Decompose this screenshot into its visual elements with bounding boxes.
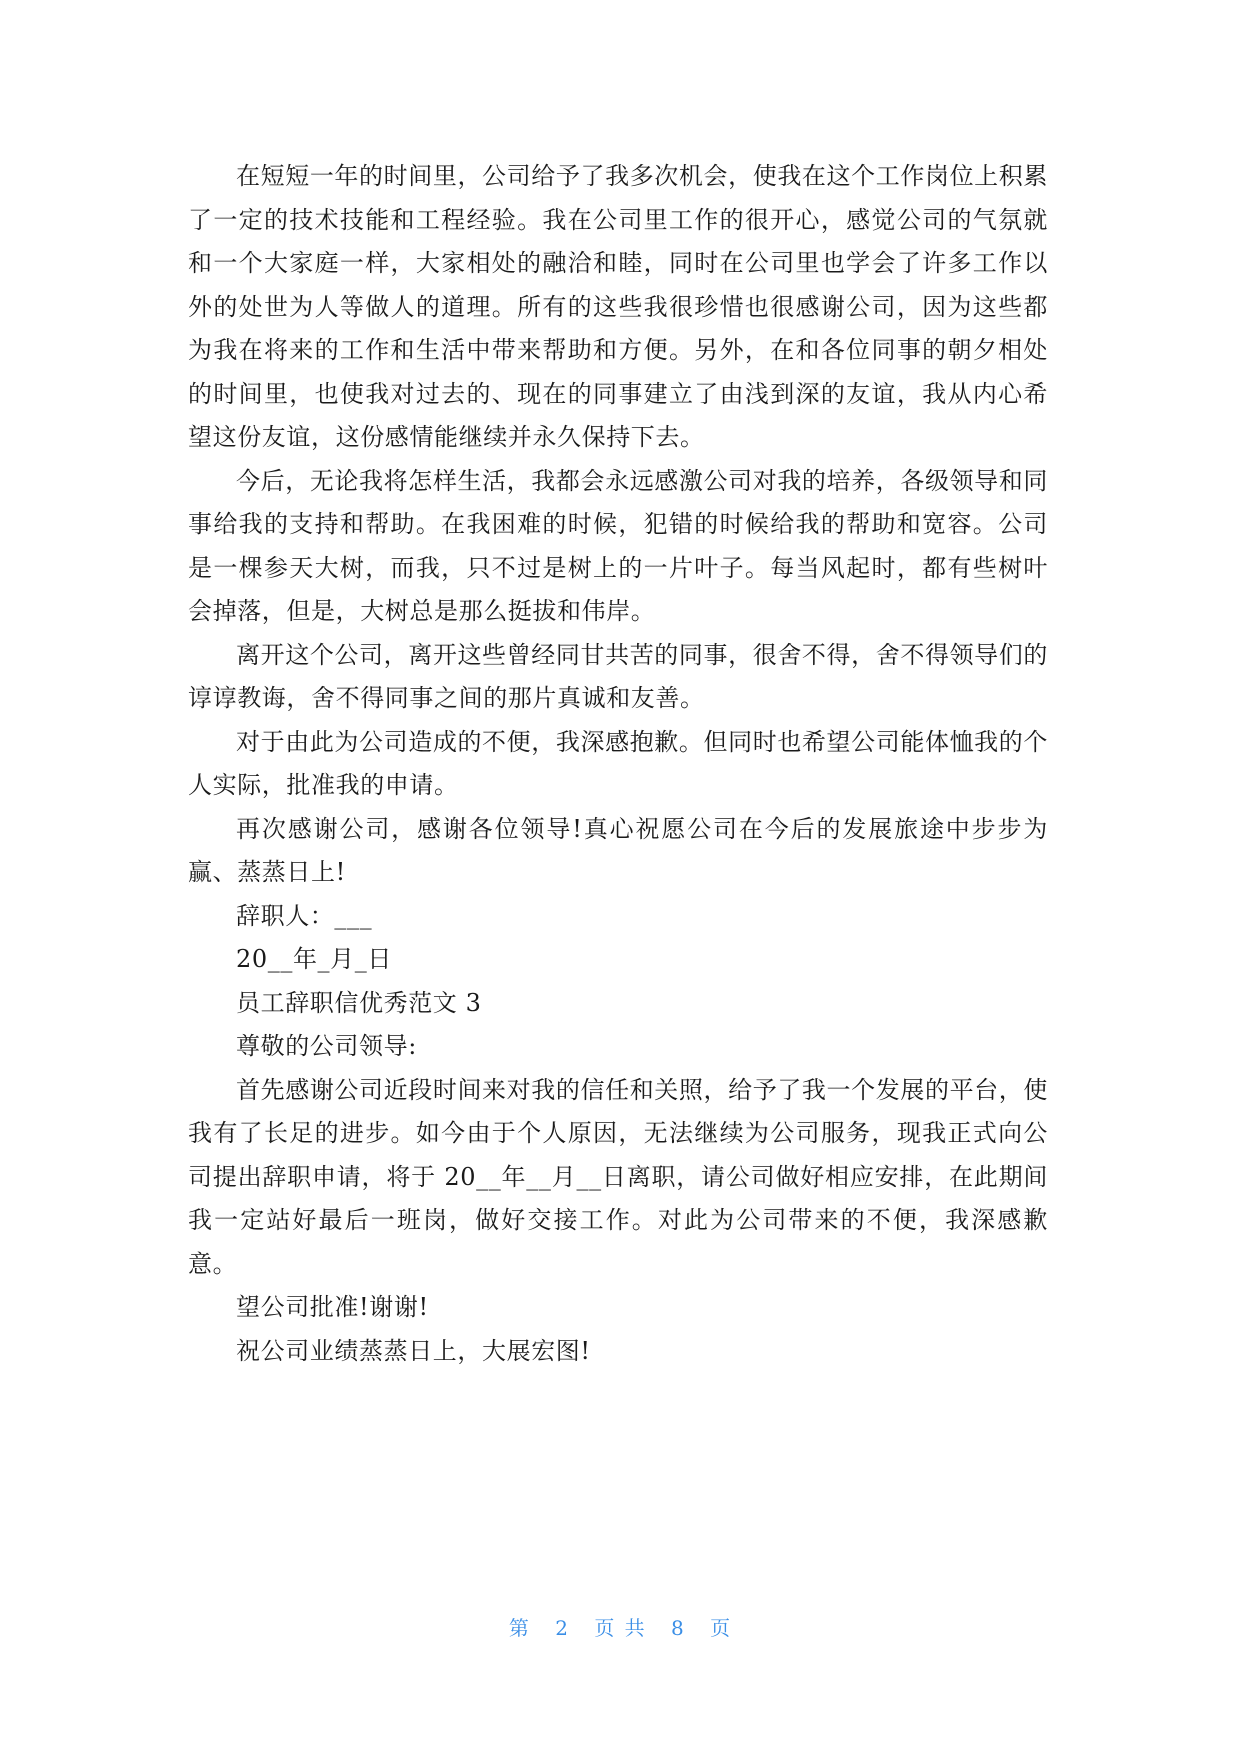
- footer-suffix: 页: [710, 1616, 733, 1640]
- signature-line: 辞职人：___: [236, 901, 373, 930]
- footer-current-page: 2: [555, 1616, 570, 1640]
- body-paragraph: 对于由此为公司造成的不便，我深感抱歉。但同时也希望公司能体恤我的个人实际，批准我的申请。: [188, 727, 1048, 799]
- document-body: [188, 155, 1048, 1373]
- closing-line: 望公司批准!谢谢!: [236, 1293, 429, 1321]
- footer-prefix: 第: [508, 1616, 531, 1640]
- body-paragraph: 再次感谢公司，感谢各位领导!真心祝愿公司在今后的发展旅途中步步为赢、蒸蒸日上!: [188, 814, 1048, 886]
- footer-total-pages: 8: [671, 1616, 686, 1640]
- footer-middle: 页 共: [594, 1616, 647, 1640]
- body-paragraph: 首先感谢公司近段时间来对我的信任和关照，给予了我一个发展的平台，使我有了长足的进步。如今由于个人原因，无法继续为公司服务，现我正式向公司提出辞职申请，将于 20__年__月__日离职，请公司做好相应安排，在此期间我一定站好最后一班岗，做好交接工作。对此为公司带来的不便，我深感歉意。: [188, 1075, 1048, 1278]
- salutation: 尊敬的公司领导:: [236, 1032, 417, 1060]
- date-line: 20__年_月_日: [236, 945, 392, 973]
- section-title: 员工辞职信优秀范文 3: [236, 988, 482, 1017]
- page-footer: [0, 1612, 1241, 1641]
- body-paragraph: 离开这个公司，离开这些曾经同甘共苦的同事，很舍不得，舍不得领导们的谆谆教诲，舍不得同事之间的那片真诚和友善。: [188, 640, 1048, 712]
- body-paragraph: 今后，无论我将怎样生活，我都会永远感激公司对我的培养，各级领导和同事给我的支持和帮助。在我困难的时候，犯错的时候给我的帮助和宽容。公司是一棵参天大树，而我，只不过是树上的一片叶子。每当风起时，都有些树叶会掉落，但是，大树总是那么挺拔和伟岸。: [188, 466, 1048, 625]
- closing-line: 祝公司业绩蒸蒸日上，大展宏图!: [236, 1336, 591, 1365]
- body-paragraph: 在短短一年的时间里，公司给予了我多次机会，使我在这个工作岗位上积累了一定的技术技能和工程经验。我在公司里工作的很开心，感觉公司的气氛就和一个大家庭一样，大家相处的融洽和睦，同时在公司里也学会了许多工作以外的处世为人等做人的道理。所有的这些我很珍惜也很感谢公司，因为这些都为我在将来的工作和生活中带来帮助和方便。另外，在和各位同事的朝夕相处的时间里，也使我对过去的、现在的同事建立了由浅到深的友谊，我从内心希望这份友谊，这份感情能继续并永久保持下去。: [188, 162, 1048, 451]
